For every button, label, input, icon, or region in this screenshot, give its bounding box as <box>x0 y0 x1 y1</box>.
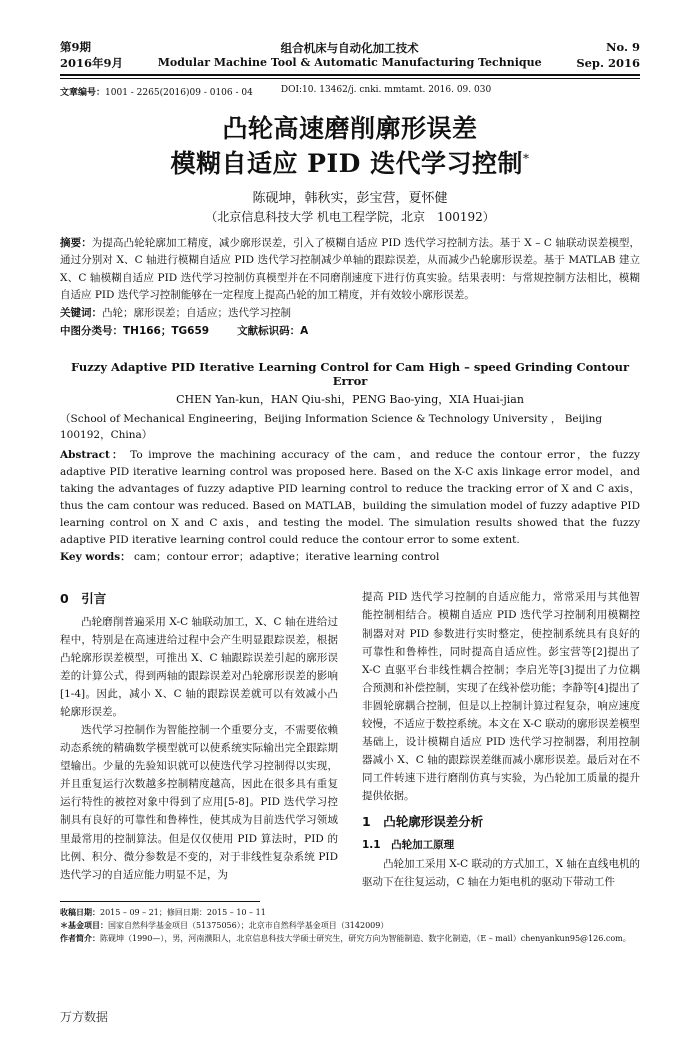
body-paragraph: 凸轮加工采用 X-C 联动的方式加工，X 轴在直线电机的驱动下在往复运动，C 轴在力矩电机的驱动下带动工件 <box>362 857 640 888</box>
doc-code-label: 文献标识码： <box>237 324 301 337</box>
header-right <box>576 40 640 71</box>
subsection-heading-1-1: 1.1 凸轮加工原理 <box>362 838 455 851</box>
section-heading-introduction: 0 引言 <box>60 591 107 607</box>
doi: DOI:10. 13462/j. cnki. mmtamt. 2016. 09. 030 <box>280 85 492 96</box>
abstract-cn-text: 为提高凸轮轮廓加工精度，减少廓形误差，引入了模糊自适应 PID 迭代学习控制方法。基于 X – C 轴联动误差模型，通过分别对 X、C 轴进行模糊自适应 PID 迭代学习控制减少单轴的跟踪误差，从而减少凸轮廓形误差。基于 MATLAB 建立 X、C 轴模糊自适应 PID 迭代学习控制仿真模型并在不同磨削速度下进行仿真实验。结果表明：与常规控制方法相比，模糊自适应 PID 迭代学习控制能够在一定程度上提高凸轮的加工精度，并有效较小廓形误差。 <box>60 237 641 301</box>
clc-label: 中图分类号： <box>60 324 123 337</box>
chinese-abstract <box>60 235 640 340</box>
journal-page <box>60 40 640 945</box>
title-line-1: 凸轮高速磨削廓形误差 <box>222 114 478 144</box>
keywords-en <box>60 549 640 566</box>
section-heading-1: 1 凸轮廓形误差分析 <box>362 814 484 829</box>
abstract-en-text: To improve the machining accuracy of the cam，and reduce the contour error，the fuzzy adaptive PID iterative learning control was proposed here. Based on the X-C axis linkage error model，and taking the advantages of fuzzy adaptive PID learning control to reduce the tracking error of X and C axis，thus the cam contour was reduced. Based on MATLAB，building the simulation model of fuzzy adaptive PID learning control on X and C axis，and testing the model. The simulation results showed that the fuzzy adaptive PID iterative learning control could reduce the contour error to some extent. <box>60 449 640 547</box>
header-left <box>60 40 123 71</box>
english-authors: CHEN Yan-kun，HAN Qiu-shi，PENG Bao-ying，XIA Huai-jian <box>176 392 524 406</box>
header-rule-thin <box>60 78 640 79</box>
abstract-en-label: Abstract： <box>60 449 125 462</box>
date-cn: 2016年9月 <box>60 55 124 70</box>
article-meta <box>60 85 640 98</box>
title-line-2 <box>60 147 640 182</box>
body-paragraph: 迭代学习控制作为智能控制一个重要分支，不需要依赖动态系统的精确数学模型就可以使系统实际输出完全跟踪期望输出。少量的先验知识就可以使迭代学习控制得以实现，并且重复运行次数越多控制精度越高，因此在很多具有重复运行特性的被控对象中得到了应用[5-8]。PID 迭代学习控制具有良好的可靠性和鲁棒性，使其成为目前迭代学习领域里最常用的控制算法。但是仅仅使用 PID 算法时，PID 的比例、积分、微分参数是不变的，对于非线性复杂系统 PID 迭代学习的自适应能力明显不足，为 <box>60 724 338 881</box>
received-value: 2015 – 09 – 21；修回日期：2015 – 10 – 11 <box>100 907 266 917</box>
keywords-cn <box>60 305 640 322</box>
keywords-en-text: cam；contour error；adaptive；iterative learning control <box>134 551 440 564</box>
journal-name-en: Modular Machine Tool & Automatic Manufacturing Technique <box>157 56 542 70</box>
affiliation: （北京信息科技大学 机电工程学院，北京 100192） <box>205 210 495 225</box>
clc-value: TH166；TG659 <box>123 324 210 337</box>
body-paragraph: 凸轮磨削普遍采用 X-C 轴联动加工，X、C 轴在进给过程中，特别是在高速进给过程中会产生明显跟踪误差，根据凸轮廓形误差模型，可推出 X、C 轴跟踪误差引起的廓形误差的计算公式，得到两轴的跟踪误差对凸轮廓形误差的影响[1-4]。因此，减小 X、C 轴的跟踪误差就可以有效减小凸轮廓形误差。 <box>60 615 338 719</box>
english-affiliation: （School of Mechanical Engineering，Beijing Information Science & Technology University ， Beijing 100192，China） <box>60 412 603 442</box>
article-title <box>60 112 640 181</box>
keywords-cn-text: 凸轮；廓形误差；自适应；迭代学习控制 <box>102 307 291 320</box>
article-number-label: 文章编号： <box>60 88 106 99</box>
authors: 陈砚坤，韩秋实，彭宝营，夏怀健 <box>252 191 448 207</box>
header-center <box>158 41 542 71</box>
body-column-left <box>60 588 338 890</box>
clc-number <box>60 323 209 340</box>
body-column-right <box>362 588 640 890</box>
watermark: 万方数据 <box>60 1010 109 1024</box>
title-footnote-mark: * <box>523 151 530 166</box>
footnote-rule <box>60 901 260 902</box>
author-bio-label: 作者简介： <box>60 933 100 944</box>
running-header <box>60 40 640 71</box>
english-title: Fuzzy Adaptive PID Iterative Learning Control for Cam High – speed Grinding Contour Error <box>70 359 630 388</box>
fund-value: 国家自然科学基金项目（51375056）；北京市自然科学基金项目（3142009） <box>108 920 389 930</box>
body-columns <box>60 588 640 890</box>
doc-code-value: A <box>300 324 309 337</box>
footnote-author <box>60 932 640 945</box>
title-line-2-text: 模糊自适应 PID 迭代学习控制 <box>170 148 524 178</box>
journal-name-cn: 组合机床与自动化加工技术 <box>280 40 419 55</box>
footnote-fund <box>60 919 640 932</box>
article-number-value: 1001 - 2265(2016)09 - 0106 - 04 <box>105 88 253 99</box>
author-bio-value: 陈砚坤（1990—），男，河南濮阳人，北京信息科技大学硕士研究生，研究方向为智能制造、数字化制造，（E – mail）chenyankun95@126.com。 <box>100 934 631 944</box>
english-abstract <box>60 447 640 566</box>
issue-en: No. 9 <box>606 40 640 54</box>
abstract-en-paragraph <box>60 447 640 549</box>
article-number <box>60 85 253 98</box>
header-rule-thick <box>60 74 640 76</box>
body-paragraph: 提高 PID 迭代学习控制的自适应能力，常常采用与其他智能控制相结合。模糊自适应 PID 迭代学习控制利用模糊控制器对对 PID 参数进行实时整定，使控制系统具有良好的可靠性和鲁棒性，同时提高自适应性。彭宝营等[2]提出了 X-C 直驱平台非线性耦合控制；李启光等[3]提出了力位耦合预测和补偿控制，实现了在线补偿功能；李静等[4]提出了非圆轮廓耦合控制，但是以上控制计算过程复杂，响应速度较慢，不适应于数控系统。本文在 X-C 联动的廓形误差模型基础上，设计模糊自适应 PID 迭代学习控制器，利用控制器减小 X、C 轴的跟踪误差继而减小廓形误差。最后对在不同工件转速下进行磨削仿真与实验，为凸轮加工质量的提升提供依据。 <box>362 591 640 802</box>
keywords-en-label: Key words： <box>60 551 131 564</box>
abstract-cn-paragraph <box>60 235 640 304</box>
abstract-cn-label: 摘要： <box>60 237 92 250</box>
keywords-cn-label: 关键词： <box>60 307 102 320</box>
doc-code <box>237 323 308 340</box>
date-en: Sep. 2016 <box>576 55 640 70</box>
classification <box>60 323 640 340</box>
issue-cn: 第9期 <box>60 40 92 54</box>
fund-label: ＊基金项目： <box>60 919 108 930</box>
received-label: 收稿日期： <box>60 906 100 917</box>
footnote-received <box>60 906 640 919</box>
footnotes <box>60 906 640 946</box>
